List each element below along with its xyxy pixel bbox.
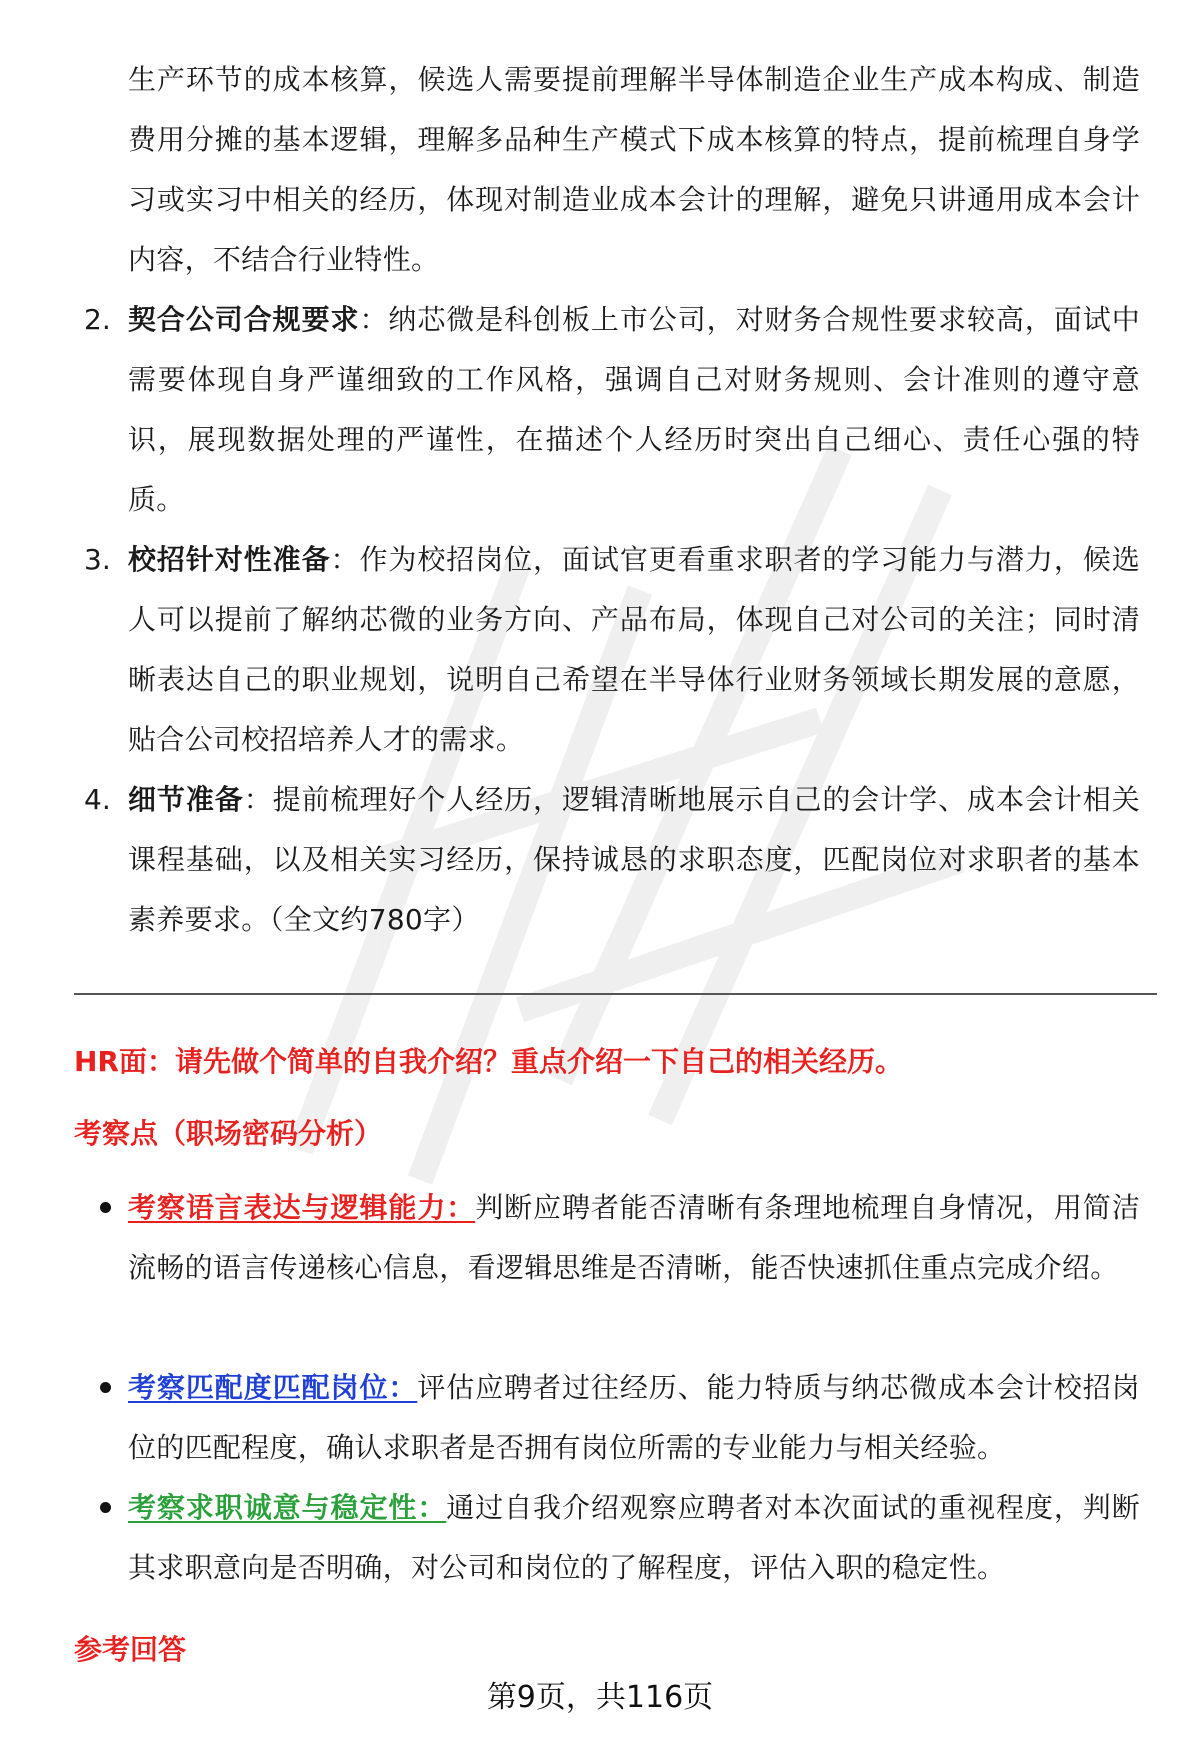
bullet-key: 考察求职诚意与稳定性： bbox=[128, 1491, 447, 1524]
item-text: ：提前梳理好个人经历，逻辑清晰地展示自己的会计学、成本会计相关课程基础，以及相关实习经历，保持诚恳的求职态度，匹配岗位对求职者的基本素养要求。（全文约780字） bbox=[128, 783, 1140, 936]
section-divider bbox=[74, 993, 1157, 995]
item-number: 3. bbox=[84, 543, 111, 576]
bullet-text: 通过自我介绍观察应聘者对本次面试的重视程度，判断其求职意向是否明确，对公司和岗位的了解程度，评估入职的稳定性。 bbox=[128, 1491, 1141, 1584]
bullet-key: 考察匹配度匹配岗位： bbox=[128, 1371, 418, 1404]
item-title: 校招针对性准备 bbox=[128, 543, 331, 576]
bullet-text: 评估应聘者过往经历、能力特质与纳芯微成本会计校招岗位的匹配程度，确认求职者是否拥有岗位所需的专业能力与相关经验。 bbox=[128, 1371, 1140, 1464]
intro-paragraph: 生产环节的成本核算，候选人需要提前理解半导体制造企业生产成本构成、制造费用分摊的基本逻辑，理解多品种生产模式下成本核算的特点，提前梳理自身学习或实习中相关的经历，体现对制造业成本会计的理解，避免只讲通用成本会计内容，不结合行业特性。 bbox=[128, 63, 1140, 276]
bullet-item-sincerity bbox=[100, 1478, 1140, 1598]
item-number: 4. bbox=[84, 783, 111, 816]
item-text: ：纳芯微是科创板上市公司，对财务合规性要求较高，面试中需要体现自身严谨细致的工作风格，强调自己对财务规则、会计准则的遵守意识，展现数据处理的严谨性，在描述个人经历时突出自己细心、责任心强的特质。 bbox=[128, 303, 1141, 516]
bullet-item-match bbox=[100, 1358, 1140, 1478]
bullet-item-language bbox=[100, 1178, 1140, 1298]
bullet-dot bbox=[100, 1382, 111, 1393]
page-footer: 第9页，共116页 bbox=[486, 1680, 714, 1715]
reference-heading: 参考回答 bbox=[74, 1633, 187, 1666]
numbered-item-3 bbox=[84, 530, 1140, 770]
bullet-key: 考察语言表达与逻辑能力： bbox=[128, 1191, 476, 1224]
item-title: 细节准备 bbox=[128, 783, 244, 816]
bullet-dot bbox=[100, 1502, 111, 1513]
numbered-item-2 bbox=[84, 290, 1140, 530]
item-number: 2. bbox=[84, 303, 111, 336]
item-text: ：作为校招岗位，面试官更看重求职者的学习能力与潜力，候选人可以提前了解纳芯微的业务方向、产品布局，体现自己对公司的关注；同时清晰表达自己的职业规划，说明自己希望在半导体行业财务领域长期发展的意愿，贴合公司校招培养人才的需求。 bbox=[128, 543, 1140, 756]
bullet-text: 判断应聘者能否清晰有条理地梳理自身情况，用简洁流畅的语言传递核心信息，看逻辑思维是否清晰，能否快速抓住重点完成介绍。 bbox=[128, 1191, 1140, 1284]
numbered-item-4 bbox=[84, 770, 1140, 950]
bullet-dot bbox=[100, 1202, 111, 1213]
analysis-heading: 考察点（职场密码分析） bbox=[74, 1117, 383, 1150]
item-title: 契合公司合规要求 bbox=[128, 303, 360, 336]
interview-question: HR面：请先做个简单的自我介绍？重点介绍一下自己的相关经历。 bbox=[74, 1045, 903, 1078]
